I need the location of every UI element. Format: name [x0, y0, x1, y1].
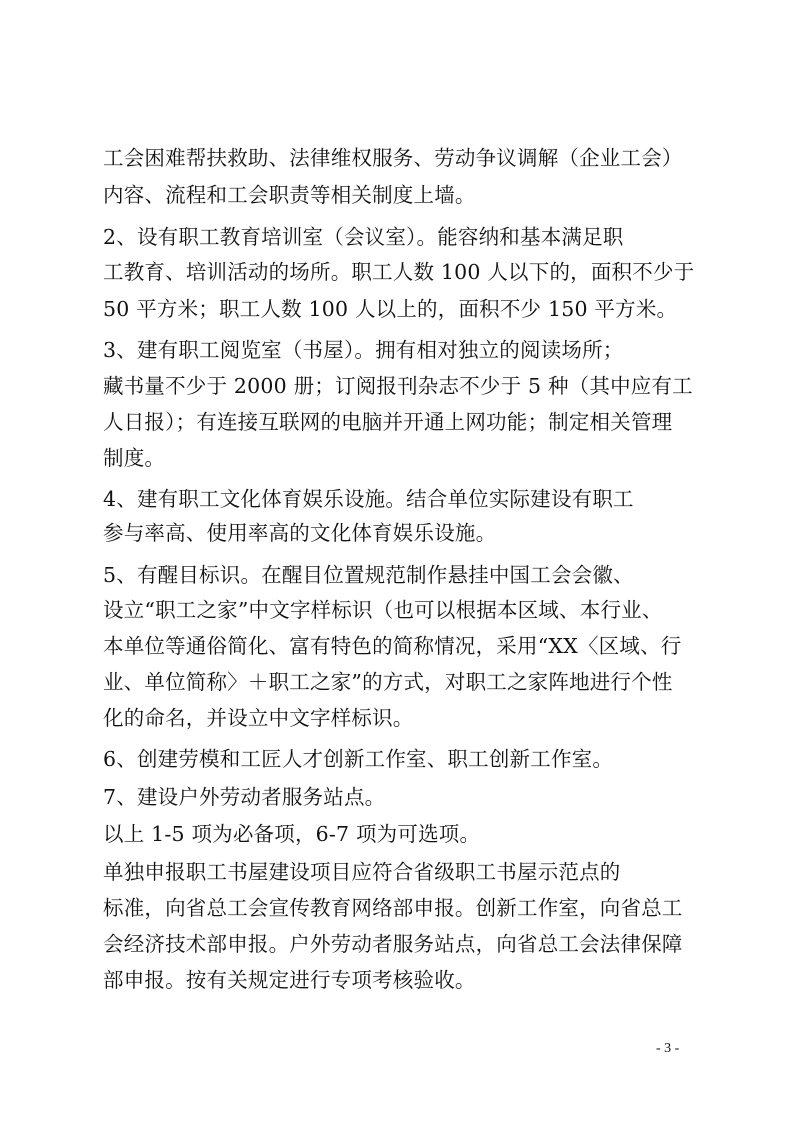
- text-line: 标准，向省总工会宣传教育网络部申报。创新工作室，向省总工: [103, 896, 683, 920]
- text-line: 设立“职工之家”中文字样标识（也可以根据本区域、本行业、: [103, 598, 663, 622]
- text-line: 单独申报职工书屋建设项目应符合省级职工书屋示范点的: [103, 860, 621, 884]
- text-line: 2、设有职工教育培训室（会议室）。能容纳和基本满足职: [103, 225, 624, 249]
- text-line: 化的命名，并设立中文字样标识。: [103, 706, 414, 730]
- text-line: 5、有醒目标识。在醒目位置规范制作悬挂中国工会会徽、: [103, 563, 634, 587]
- text-line: 工教育、培训活动的场所。职工人数 100 人以下的，面积不少于: [103, 260, 695, 284]
- text-line: 工会困难帮扶救助、法律维权服务、劳动争议调解（企业工会）: [103, 146, 683, 170]
- text-line: 以上 1-5 项为必备项，6-7 项为可选项。: [103, 822, 481, 846]
- text-line: 人日报）；有连接互联网的电脑并开通上网功能；制定相关管理: [103, 410, 673, 434]
- text-line: 3、建有职工阅览室（书屋）。拥有相对独立的阅读场所；: [103, 338, 624, 362]
- text-line: 参与率高、使用率高的文化体育娱乐设施。: [103, 521, 497, 545]
- text-line: 藏书量不少于 2000 册；订阅报刊杂志不少于 5 种（其中应有工: [103, 374, 693, 398]
- text-line: 内容、流程和工会职责等相关制度上墙。: [103, 183, 476, 207]
- text-line: 制度。: [103, 446, 166, 470]
- text-line: 4、建有职工文化体育娱乐设施。结合单位实际建设有职工: [103, 487, 634, 511]
- text-line: 本单位等通俗简化、富有特色的简称情况，采用“XX〈区域、行: [103, 634, 682, 658]
- text-line: 业、单位简称〉＋职工之家”的方式，对职工之家阵地进行个性: [103, 670, 673, 694]
- text-line: 6、创建劳模和工匠人才创新工作室、职工创新工作室。: [103, 747, 614, 771]
- text-line: 50 平方米；职工人数 100 人以上的，面积不少 150 平方米。: [103, 297, 678, 321]
- text-line: 7、建设户外劳动者服务站点。: [103, 785, 386, 809]
- text-line: 会经济技术部申报。户外劳动者服务站点，向省总工会法律保障: [103, 932, 683, 956]
- page-number: - 3 -: [656, 1041, 680, 1056]
- text-line: 部申报。按有关规定进行专项考核验收。: [103, 968, 476, 992]
